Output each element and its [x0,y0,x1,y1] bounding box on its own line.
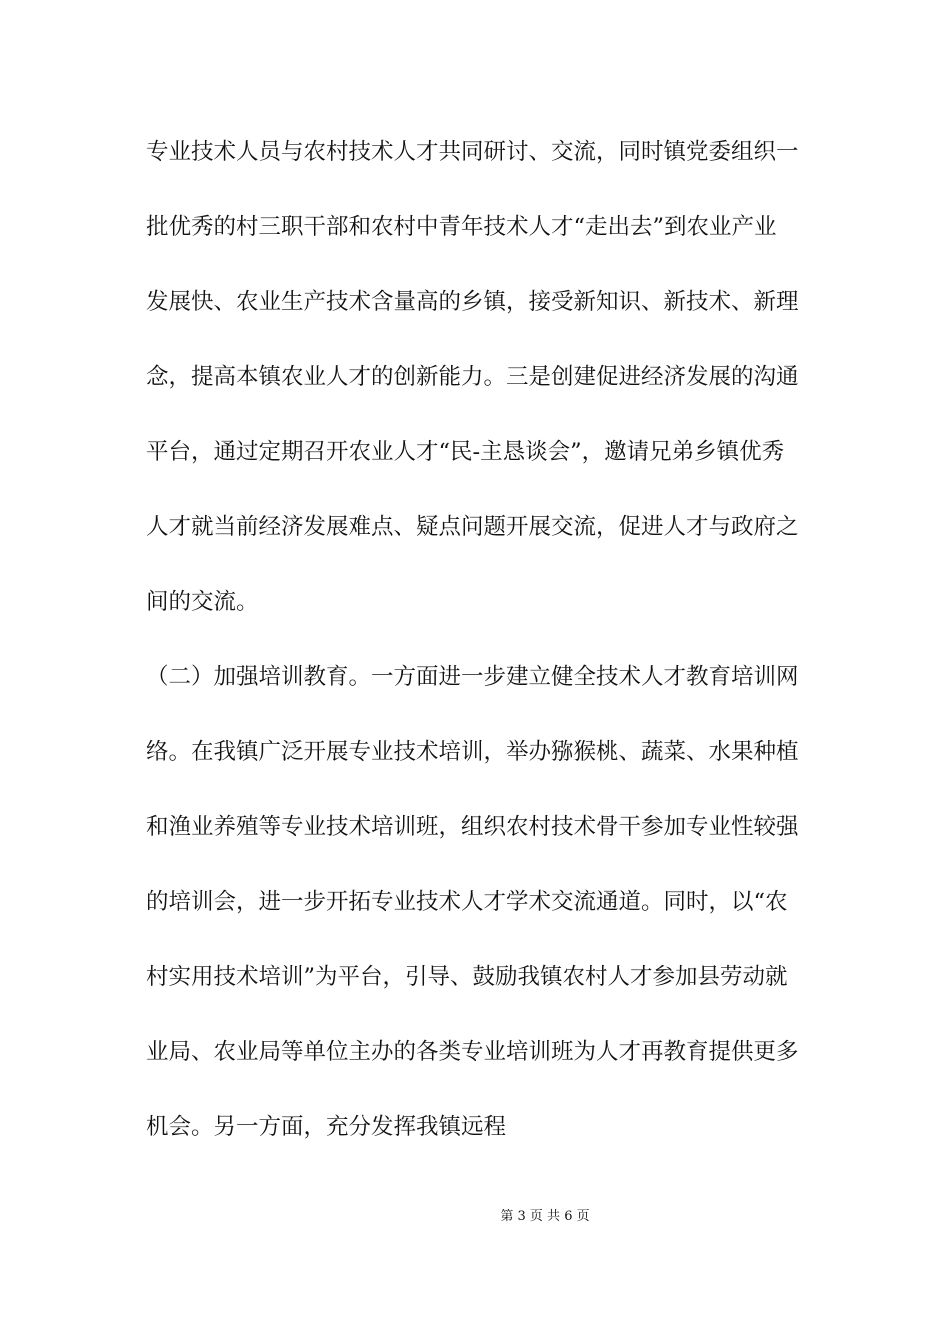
text-line: 念，提高本镇农业人才的创新能力。三是创建促进经济发展的沟通 [146,364,799,390]
page-footer [0,1207,950,1227]
text-line: 业局、农业局等单位主办的各类专业培训班为人才再教育提供更多 [146,1039,799,1065]
text-line: 专业技术人员与农村技术人才共同研讨、交流，同时镇党委组织一 [146,139,799,165]
text-line: 机会。另一方面，充分发挥我镇远程 [146,1114,507,1140]
text-line: 和渔业养殖等专业技术培训班，组织农村技术骨干参加专业性较强 [146,814,799,840]
text-line: 批优秀的村三职干部和农村中青年技术人才“走出去”到农业产业 [146,214,777,240]
text-line: 平台，通过定期召开农业人才“民-主恳谈会”，邀请兄弟乡镇优秀 [146,439,785,465]
text-line: 的培训会，进一步开拓专业技术人才学术交流通道。同时，以“农 [146,889,788,915]
text-line: 络。在我镇广泛开展专业技术培训，举办猕猴桃、蔬菜、水果种植 [146,739,799,765]
text-line: 人才就当前经济发展难点、疑点问题开展交流，促进人才与政府之 [146,514,799,540]
text-line: 村实用技术培训”为平台，引导、鼓励我镇农村人才参加县劳动就 [146,964,788,990]
text-line: 发展快、农业生产技术含量高的乡镇，接受新知识、新技术、新理 [146,289,799,315]
text-line: 间的交流。 [146,589,259,615]
text-line: （二）加强培训教育。一方面进一步建立健全技术人才教育培训网 [146,664,799,690]
page-number: 第 3 页 共 6 页 [500,1209,590,1224]
